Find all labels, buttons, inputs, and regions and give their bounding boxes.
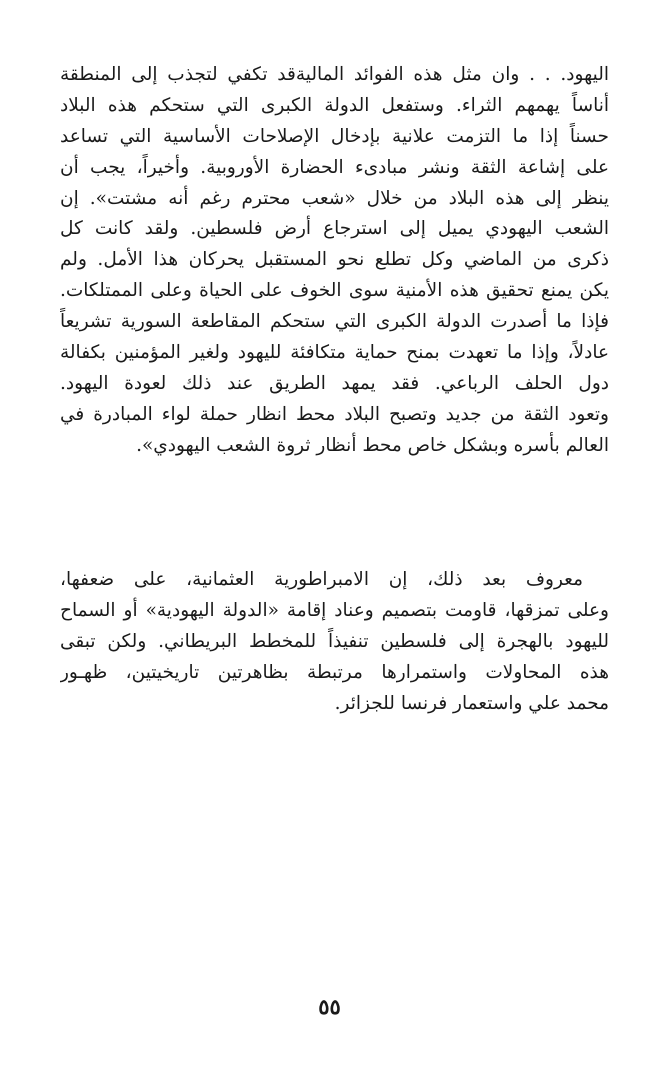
text-line: لليهود بالهجرة إلى فلسطين تنفيذاً للمخطط البريطاني. ولكن تبقى (60, 630, 609, 652)
text-line: فإذا ما أصدرت الدولة الكبرى التي ستحكم المقاطعة السورية تشريعاً (60, 311, 609, 333)
text-line: على إشاعة الثقة ونشر مبادىء الحضارة الأوروبية. وأخيراً، يجب أن (60, 156, 609, 178)
text-line: أناساً يهمهم الثراء. وستفعل الدولة الكبرى التي ستحكم هذه البلاد (60, 94, 609, 116)
page-number: ٥٥ (318, 994, 341, 1019)
text-line: ينظر إلى هذه البلاد من خلال «شعب محترم رغم أنه مشتت». إن (60, 187, 609, 209)
text-line: الشعب اليهودي يميل إلى استرجاع أرض فلسطين. ولقد كانت كل (60, 218, 609, 240)
text-line: وعلى تمزقها، قاومت بتصميم وعناد إقامة «الدولة اليهودية» أو السماح (60, 599, 609, 621)
paragraph-2 (60, 565, 609, 719)
text-line: محمد علي واستعمار فرنسا للجزائر. (334, 692, 609, 714)
text-line: معروف بعد ذلك، إن الامبراطورية العثمانية، على ضعفها، (60, 569, 583, 590)
text-line: العالم بأسره وبشكل خاص محط أنظار ثروة الشعب اليهودي». (136, 434, 609, 456)
text-line: اليهود. . . وان مثل هذه الفوائد الماليةقد تكفي لتجذب إلى المنطقة (60, 64, 609, 85)
text-line: هذه المحاولات واستمرارها مرتبطة بظاهرتين تاريخيتين، ظهـور (60, 661, 609, 683)
text-line: وتعود الثقة من جديد وتصبح البلاد محط انظار حملة لواء المبادرة في (60, 403, 609, 425)
text-line: عادلاً، وإذا ما تعهدت بمنح حماية متكافئة لليهود ولغير المؤمنين بكفالة (60, 342, 609, 364)
text-line: حسناً إذا ما التزمت علانية بإدخال الإصلاحات الأساسية التي تساعد (60, 125, 609, 147)
paragraph-1 (60, 60, 609, 462)
text-line: ذكرى من الماضي وكل تطلع نحو المستقبل يحركان هذا الأمل. ولم (60, 249, 609, 271)
text-line: دول الحلف الرباعي. فقد يمهد الطريق عند ذلك لعودة اليهود. (60, 372, 609, 394)
text-line: يكن يمنع تحقيق هذه الأمنية سوى الخوف على الحياة وعلى الممتلكات. (60, 280, 609, 302)
